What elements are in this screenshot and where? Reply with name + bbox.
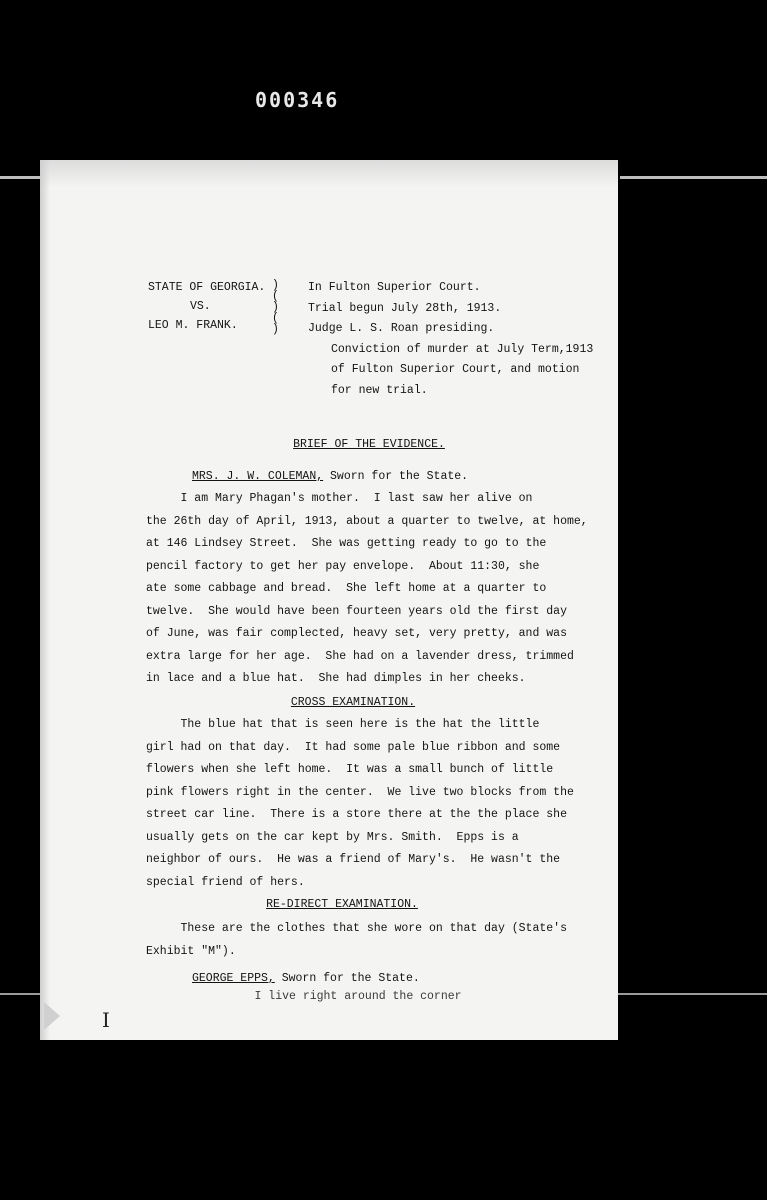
text-line: The blue hat that is seen here is the hat the little xyxy=(146,718,540,731)
frame-number: 000346 xyxy=(255,88,340,112)
page-edge xyxy=(40,160,50,1040)
text-line: pencil factory to get her pay envelope. About 11:30, she xyxy=(146,559,540,573)
cross-examination xyxy=(146,714,586,894)
text-line: Exhibit "M"). xyxy=(146,944,236,958)
court-line: for new trial. xyxy=(331,383,428,397)
bracket: ) xyxy=(272,323,279,336)
plaintiff-name: STATE OF GEORGIA. xyxy=(148,281,266,294)
text-line: I live right around the corner xyxy=(220,990,462,1003)
text-line: street car line. There is a store there at the the place she xyxy=(146,808,567,821)
court-line: Judge L. S. Roan presiding. xyxy=(308,322,495,335)
witness-2-sworn: Sworn for the State. xyxy=(274,972,420,985)
witness-2-partial xyxy=(220,986,618,1009)
redirect-examination xyxy=(146,918,586,963)
court-info xyxy=(308,278,593,401)
text-line: the 26th day of April, 1913, about a quarter to twelve, at home, xyxy=(146,514,588,528)
witness-1-header xyxy=(192,466,618,489)
text-line: special friend of hers. xyxy=(146,875,305,889)
bracket: ) xyxy=(272,279,279,292)
brief-heading-text: BRIEF OF THE EVIDENCE. xyxy=(293,438,445,451)
page-mark: I xyxy=(102,1008,110,1032)
text-line: pink flowers right in the center. We live two blocks from the xyxy=(146,785,574,799)
caption-brackets xyxy=(272,280,279,335)
text-line: These are the clothes that she wore on that day (State's xyxy=(146,922,567,935)
text-line: twelve. She would have been fourteen years old the first day xyxy=(146,604,567,618)
witness-1-sworn: Sworn for the State. xyxy=(323,470,469,483)
scan-line-top-right xyxy=(620,176,767,179)
witness-2-name: GEORGE EPPS, xyxy=(192,972,275,985)
versus: VS. xyxy=(190,300,211,313)
text-line: usually gets on the car kept by Mrs. Smith. Epps is a xyxy=(146,830,519,844)
text-line: ate some cabbage and bread. She left home at a quarter to xyxy=(146,582,547,595)
cross-heading-text: CROSS EXAMINATION. xyxy=(290,696,416,709)
redirect-heading xyxy=(66,898,618,911)
text-line: extra large for her age. She had on a lavender dress, trimmed xyxy=(146,649,574,663)
text-line: of June, was fair complected, heavy set, very pretty, and was xyxy=(146,627,567,640)
text-line: in lace and a blue hat. She had dimples in her cheeks. xyxy=(146,672,526,685)
text-line: flowers when she left home. It was a small bunch of little xyxy=(146,763,554,776)
bracket: ( xyxy=(272,290,279,303)
bracket: ( xyxy=(272,312,279,325)
cross-heading xyxy=(88,696,618,709)
bracket: ) xyxy=(272,301,279,314)
direct-examination xyxy=(146,488,586,691)
court-line: In Fulton Superior Court. xyxy=(308,281,481,294)
text-line: neighbor of ours. He was a friend of Mary's. He wasn't the xyxy=(146,853,561,866)
document-page xyxy=(40,160,618,1040)
text-line: at 146 Lindsey Street. She was getting ready to go to the xyxy=(146,537,547,550)
text-line: girl had on that day. It had some pale blue ribbon and some xyxy=(146,740,561,754)
text-line: I am Mary Phagan's mother. I last saw her alive on xyxy=(146,492,533,505)
brief-heading xyxy=(120,438,618,451)
redirect-heading-text: RE-DIRECT EXAMINATION. xyxy=(266,898,418,911)
defendant-name: LEO M. FRANK. xyxy=(148,319,238,332)
page-corner-fold xyxy=(44,1002,60,1030)
witness-1-name: MRS. J. W. COLEMAN, xyxy=(192,470,324,483)
court-line: Trial begun July 28th, 1913. xyxy=(308,301,502,315)
case-caption xyxy=(148,278,265,335)
court-line: of Fulton Superior Court, and motion xyxy=(331,363,580,376)
court-line: Conviction of murder at July Term,1913 xyxy=(331,342,594,356)
